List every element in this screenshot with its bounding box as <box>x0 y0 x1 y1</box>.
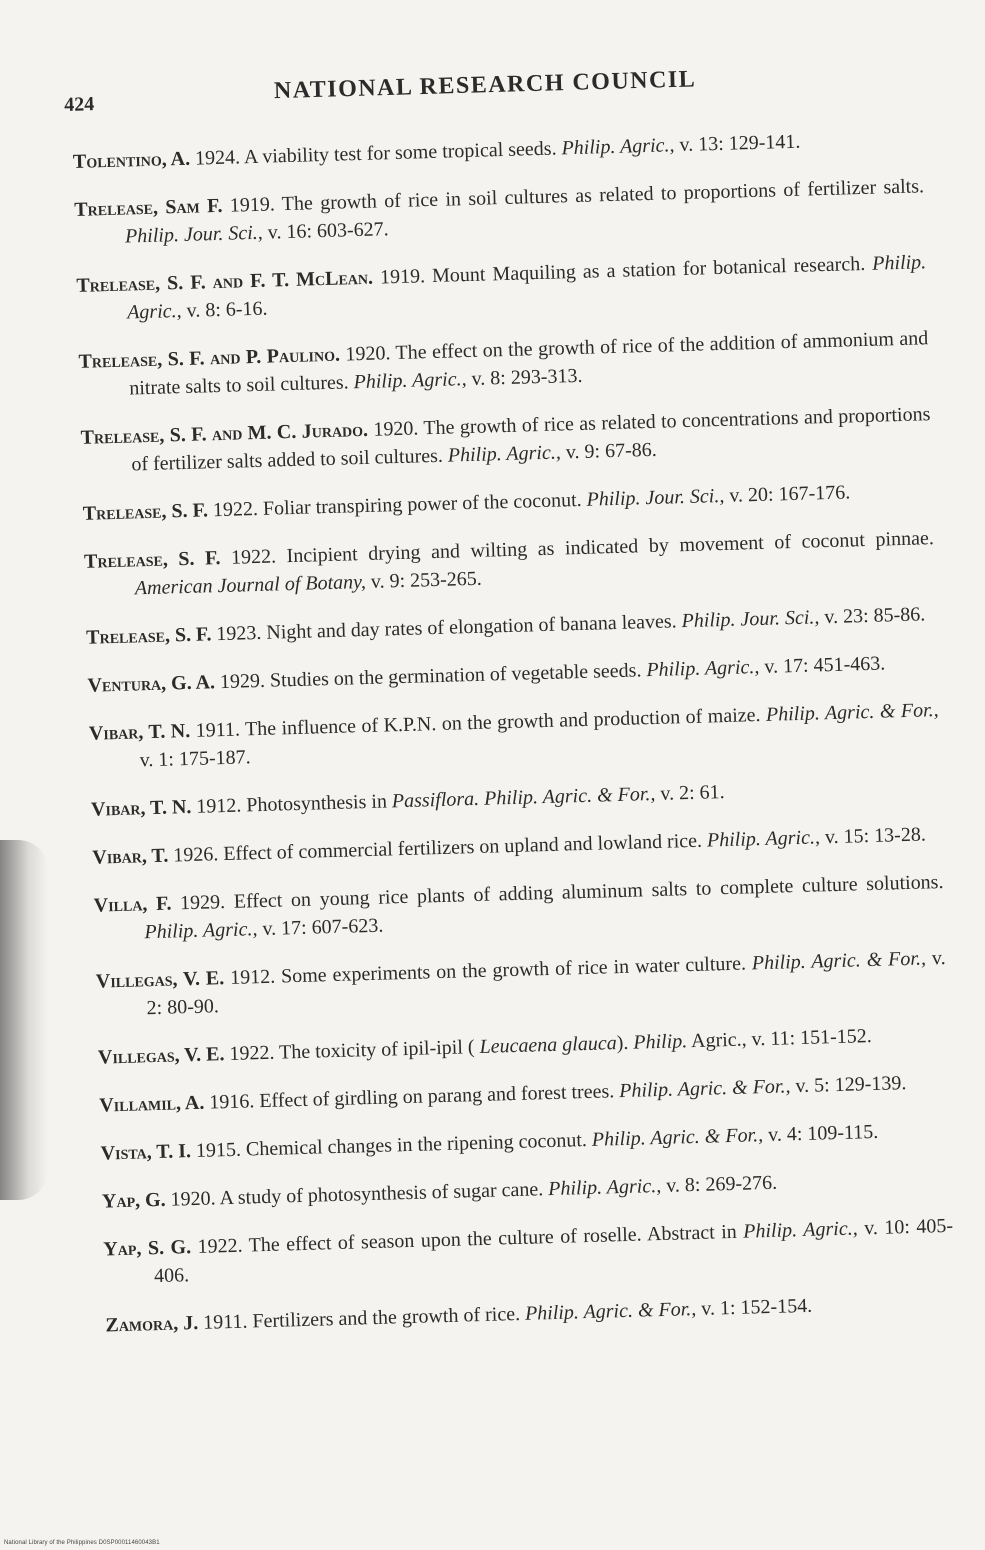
entry-journal: Philip. Agric. & For., <box>524 1298 697 1325</box>
entry-title: Effect of girdling on parang and forest trees. <box>258 1080 615 1113</box>
bibliography-entry <box>87 648 937 700</box>
entry-details: Agric., v. 11: 151-152. <box>690 1025 873 1053</box>
entry-details: v. 10: 405-406. <box>153 1214 954 1288</box>
entry-details: v. 4: 109-115. <box>767 1120 879 1146</box>
entry-author: Villegas, V. E. <box>97 1043 225 1069</box>
entry-journal: Philip. Agric. & For., <box>483 782 656 810</box>
entry-author: Villamil, A. <box>99 1091 205 1117</box>
entry-journal: Philip. Jour. Sci., <box>124 221 264 248</box>
bibliography-entry <box>93 868 944 948</box>
entry-year: 1922. <box>197 1234 243 1258</box>
entry-author: Trelease, Sam F. <box>73 194 223 221</box>
entry-author: Yap, S. G. <box>103 1236 192 1261</box>
entry-year: 1924. <box>194 146 241 170</box>
entry-author: Vibar, T. <box>92 844 169 869</box>
page-number: 424 <box>63 93 95 116</box>
entry-journal: Philip. Agric., <box>353 368 467 394</box>
running-head: NATIONAL RESEARCH COUNCIL <box>273 66 697 105</box>
entry-title-italic: Leucaena glauca <box>479 1032 617 1058</box>
bibliography-entry <box>74 172 925 252</box>
bibliography-entry <box>92 820 942 872</box>
entry-details: v. 8: 6-16. <box>186 297 268 322</box>
entry-title: Incipient drying and wilting as indicated by movement of coconut pinnae. <box>286 527 935 568</box>
bibliography-entry <box>102 1164 952 1216</box>
bibliography-list <box>72 104 956 1339</box>
entry-journal: American Journal of Botany, <box>134 570 367 600</box>
bibliography-entry <box>95 944 946 1024</box>
entry-details: v. 1: 152-154. <box>700 1294 813 1320</box>
entry-title: The growth of rice in soil cultures as related to proportions of fertilizer salts. <box>281 175 925 216</box>
entry-journal: Philip. Jour. Sci., <box>586 484 725 511</box>
entry-journal: Philip. Agric., <box>126 251 927 324</box>
entry-title: The effect of season upon the culture of roselle. Abstract in <box>248 1220 738 1257</box>
entry-author: Trelease, S. F. and P. Paulino. <box>78 343 341 373</box>
bibliography-entry <box>76 248 927 328</box>
entry-title-after: ). <box>616 1031 629 1055</box>
entry-journal: Philip. Agric. & For., <box>618 1075 791 1103</box>
entry-year: 1923. <box>216 621 262 646</box>
entry-year: 1919. <box>229 193 276 217</box>
entry-details: v. 13: 129-141. <box>679 130 801 157</box>
entry-details: v. 23: 85-86. <box>824 603 926 629</box>
entry-title: Some experiments on the growth of rice in water culture. <box>280 952 747 988</box>
bibliography-entry <box>91 772 941 824</box>
entry-details: v. 2: 61. <box>660 781 725 805</box>
entry-details: v. 9: 253-265. <box>370 567 483 593</box>
entry-details: v. 16: 603-627. <box>267 218 389 244</box>
entry-journal: Philip. Agric., <box>144 918 258 944</box>
entry-journal: Philip. Agric., <box>547 1174 662 1201</box>
entry-title: Photosynthesis in <box>246 790 388 817</box>
bibliography-entry <box>103 1212 954 1292</box>
footer-stamp: National Library of the Philippines D0SP00011460043B1 <box>4 1540 160 1546</box>
entry-year: 1912. <box>196 794 242 818</box>
entry-author: Trelease, S. F. and F. T. McLean. <box>76 266 374 297</box>
entry-author: Vista, T. I. <box>100 1140 192 1165</box>
bibliography-entry <box>86 600 936 652</box>
entry-journal: Philip. <box>633 1030 688 1054</box>
entry-details: v. 17: 607-623. <box>262 914 384 940</box>
entry-title: The toxicity of ipil-ipil ( <box>278 1036 475 1064</box>
entry-title: Foliar transpiring power of the coconut. <box>262 488 582 520</box>
entry-year: 1912. <box>229 965 276 989</box>
entry-journal: Philip. Agric. & For., <box>591 1124 764 1151</box>
entry-author: Trelease, S. F. and M. C. Jurado. <box>80 418 369 449</box>
entry-author: Villegas, V. E. <box>95 967 225 993</box>
entry-year: 1911. <box>202 1310 248 1334</box>
entry-year: 1926. <box>172 843 219 867</box>
entry-details: v. 17: 451-463. <box>764 652 886 678</box>
entry-author: Ventura, G. A. <box>87 671 216 697</box>
bibliography-entry <box>84 524 935 604</box>
entry-year: 1929. <box>179 891 226 915</box>
entry-year: 1922. <box>230 545 277 569</box>
entry-details: v. 15: 13-28. <box>824 823 927 849</box>
entry-journal: Philip. Jour. Sci., <box>681 606 820 633</box>
entry-year: 1920. <box>373 417 419 441</box>
entry-title: Fertilizers and the growth of rice. <box>252 1302 521 1333</box>
entry-author: Vibar, T. N. <box>90 795 192 821</box>
entry-details: v. 9: 67-86. <box>565 438 657 464</box>
entry-author: Trelease, S. F. <box>82 499 209 525</box>
bibliography-entry <box>82 476 932 528</box>
entry-author: Vibar, T. N. <box>88 719 191 745</box>
entry-author: Zamora, J. <box>105 1311 199 1337</box>
entry-title: Effect of commercial fertilizers on upland and lowland rice. <box>222 829 703 866</box>
entry-author: Tolentino, A. <box>72 147 191 173</box>
entry-journal: Philip. Agric., <box>561 134 675 160</box>
entry-author: Villa, F. <box>93 892 172 917</box>
entry-title: Studies on the germination of vegetable seeds. <box>269 659 642 692</box>
entry-journal: Philip. Agric., <box>646 656 760 682</box>
entry-title: The growth of rice as related to concentrations and proportions of fertilizer salts added to soil cultures. <box>131 403 931 476</box>
entry-title: The influence of K.P.N. on the growth and production of maize. <box>244 704 761 741</box>
entry-year: 1915. <box>195 1138 242 1162</box>
entry-journal: Philip. Agric. & For., <box>765 699 939 726</box>
entry-title: The effect on the growth of rice of the addition of ammonium and nitrate salts to soil cultures. <box>128 327 929 400</box>
entry-details: v. 1: 175-187. <box>139 746 251 772</box>
entry-journal: Philip. Agric., <box>447 441 562 467</box>
entry-details: v. 20: 167-176. <box>728 481 851 507</box>
entry-title-italic: Passiflora. <box>391 787 480 813</box>
entry-title: Mount Maquiling as a station for botanical research. <box>431 252 866 287</box>
entry-title: Night and day rates of elongation of banana leaves. <box>266 610 677 644</box>
bibliography-entry <box>99 1068 949 1120</box>
bibliography-entry <box>80 400 931 480</box>
entry-journal: Philip. Agric. & For., <box>751 947 927 975</box>
entry-details: v. 5: 129-139. <box>795 1072 907 1098</box>
entry-year: 1919. <box>379 265 426 289</box>
entry-title: Chemical changes in the ripening coconut. <box>245 1129 588 1161</box>
entry-year: 1922. <box>229 1041 275 1065</box>
bibliography-entry <box>98 1020 948 1072</box>
entry-details: v. 2: 80-90. <box>146 946 946 1020</box>
entry-year: 1916. <box>208 1090 255 1114</box>
entry-year: 1922. <box>212 497 259 522</box>
entry-details: v. 8: 269-276. <box>665 1171 778 1197</box>
entry-year: 1929. <box>219 669 266 694</box>
entry-author: Yap, G. <box>101 1188 166 1213</box>
entry-author: Trelease, S. F. <box>83 547 221 573</box>
entry-year: 1911. <box>195 718 241 742</box>
entry-author: Trelease, S. F. <box>85 623 212 649</box>
bibliography-entry <box>78 324 929 404</box>
entry-title: Effect on young rice plants of adding aluminum salts to complete culture solutions. <box>233 870 944 913</box>
page-edge-shadow <box>0 840 48 1200</box>
entry-title: A study of photosynthesis of sugar cane. <box>219 1178 544 1210</box>
bibliography-entry <box>73 124 923 176</box>
entry-journal: Philip. Agric., <box>706 826 821 852</box>
bibliography-entry <box>105 1288 955 1340</box>
entry-details: v. 8: 293-313. <box>471 364 583 390</box>
entry-year: 1920. <box>170 1187 216 1211</box>
entry-title: A viability test for some tropical seeds. <box>243 137 557 169</box>
entry-year: 1920. <box>345 342 391 366</box>
entry-journal: Philip. Agric., <box>742 1217 858 1243</box>
bibliography-entry <box>89 696 940 776</box>
bibliography-entry <box>100 1116 950 1168</box>
